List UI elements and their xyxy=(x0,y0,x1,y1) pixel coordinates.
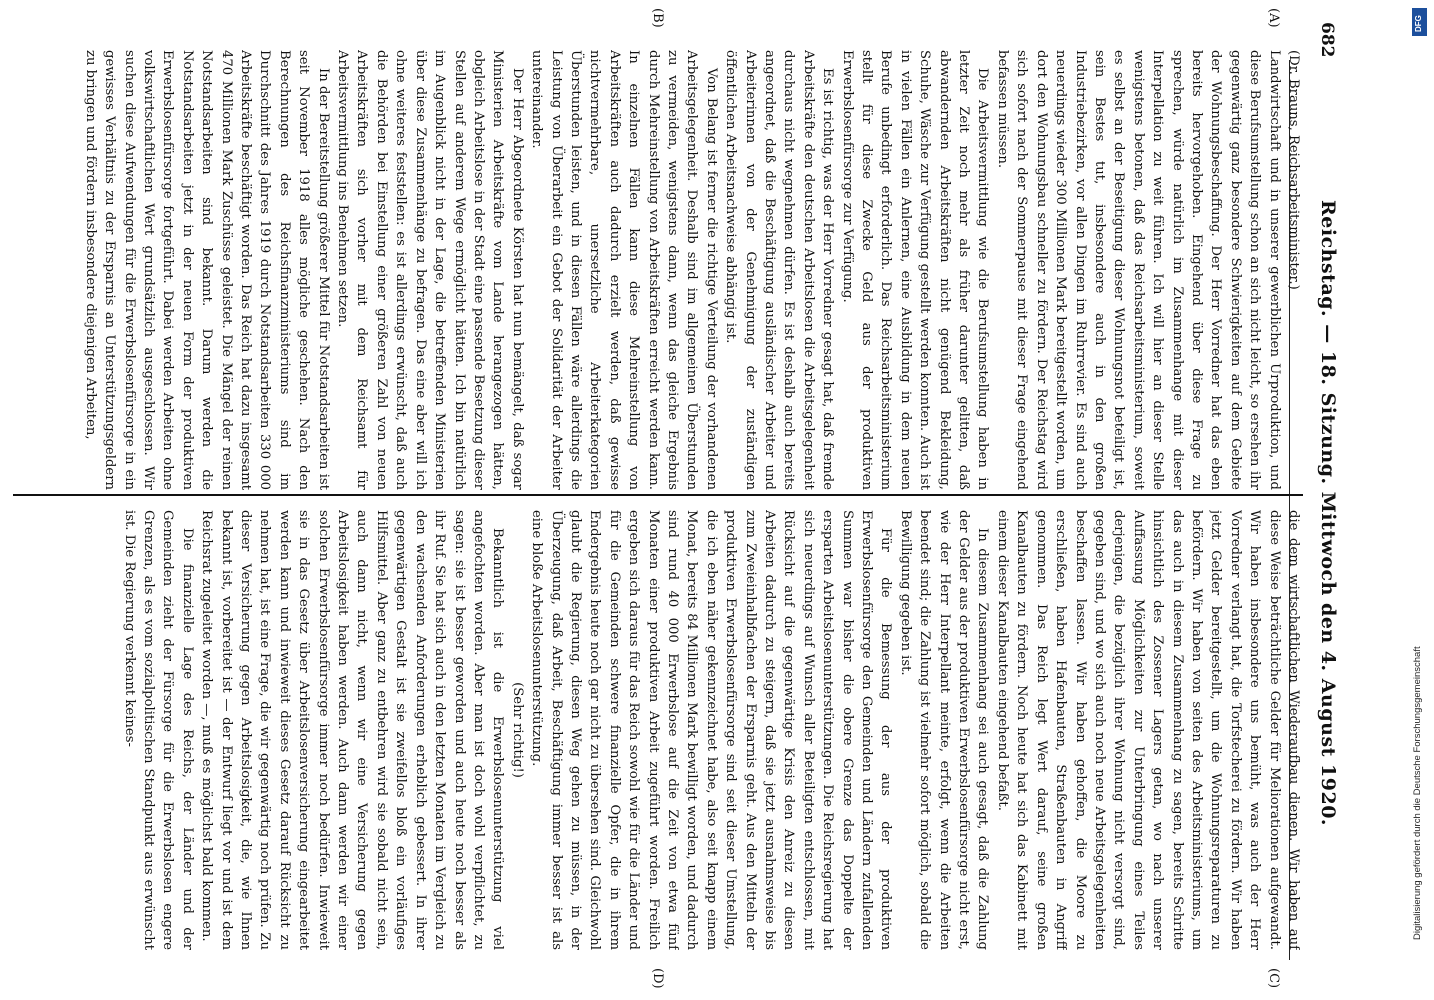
dfg-logo-text: DFG xyxy=(1414,15,1423,32)
paragraph: Von Belang ist ferner die richtige Verteilung der vorhandenen Arbeitsgelegenheit. Deshalb sind im allgemeinen Überstunden zu vermeiden, wenigstens dann, wenn das gleiche Ergebnis durch Mehreinstellung von Arbeitskräften erreicht werden kann. In einzelnen Fällen kann diese Mehreinstellung von Arbeitskräften auch dadurch erzielt werden, daß gewisse nichtvermehrbare, unersetzliche Arbeiterkategorien Überstunden leisten, und in diesen Fällen wäre allerdings die Leistung von Überarbeit ein Gebot der Solidarität der Arbeiter untereinander. xyxy=(529,50,719,490)
paragraph: In diesem Zusammenhang sei auch gesagt, daß die Zahlung der Gelder aus der produktiven Erwerbslosenfürsorge nicht erst, wie der Herr Interpellant meinte, erfolgt, wenn die Arbeiten beendet sind; die Zahlung ist vielmehr sofort möglich, sobald die Bewilligung gegeben ist. xyxy=(897,510,991,950)
scanned-page xyxy=(5,0,1365,1000)
paragraph: Für die Bemessung der aus der produktiven Erwerbslosenfürsorge den Gemeinden und Ländern zufallenden Summen war bisher die obere Grenze das Doppelte der ersparten Arbeitslosenunterstützungen. Die Reichsregierung hat sich neuerdings auf Wunsch aller Beteiligten entschlossen, mit Rücksicht auf die gegenwärtige Krisis den Anreiz zu diesen Arbeiten dadurch zu steigern, daß sie jetzt ausnahmsweise bis zum Zweieinhalbfachen der Ersparnis geht. Aus den Mitteln der produktiven Erwerbslosenfürsorge sind seit dieser Umstellung, die ich eben näher gekennzeichnet habe, also seit knapp einem Monat, bereits 84 Millionen Mark bewilligt worden, und dadurch sind rund 40 000 Erwerbslose auf die Zeit von etwa fünf Monaten einer produktiven Arbeit zugeführt worden. Freilich ergeben sich daraus für das Reich sowohl wie für die Länder und für die Gemeinden schwere finanzielle Opfer, die in ihrem Endergebnis heute noch gar nicht zu übersehen sind. Gleichwohl glaubt die Regierung, diesen Weg gehen zu müssen, in der Überzeugung, daß Arbeit, Beschäftigung immer besser ist als eine bloße Arbeitslosenunterstützung. xyxy=(529,510,894,950)
margin-marker-d: (D) xyxy=(650,968,665,989)
digitization-credit xyxy=(1400,20,1430,980)
paragraph: die dem wirtschaftlichen Wiederaufbau dienen. Wir haben auf diese Weise beträchtliche Gelder für Meliorationen aufgewandt. Wir haben insbesondere uns bemüht, was auch der Herr Vorredner verlangt hat, die Torfstecherei zu fördern. Wir haben jetzt Gelder bereitgestellt, um die Wohnungsreparaturen zu befördern. Wir haben von seiten des Arbeitsministeriums, um das auch in diesem Zusammenhang zu sagen, bereits Schritte hinsichtlich des Zossener Lagers getan, wo nach unserer Auffassung Möglichkeiten zur Unterbringung eines Teiles derjenigen, die bezüglich ihrer Wohnung nicht versorgt sind, gegeben sind, und wo sich auch noch neue Arbeitsgelegenheiten beschaffen lassen. Wir haben gehoffen, die Moore zu erschließen, haben Hafenbauten, Straßenbauten in Angriff genommen. Das Reich legt Wert darauf, seine großen Kanalbauten zu fördern. Noch heute hat sich das Kabinett mit einem dieser Kanalbauten eingehend befaßt. xyxy=(994,510,1301,950)
paragraph: Die finanzielle Lage des Reichs, der Länder und der Gemeinden zieht der Fürsorge für die Erwerbslosen engere Grenzen, als es vom sozialpolitischen Standpunkt aus erwünscht ist. Die Regierung verkennt keines- xyxy=(121,510,195,950)
speaker-line: (Dr. Brauns, Reichsarbeitsminister.) xyxy=(1286,50,1301,290)
margin-marker-a: (A) xyxy=(1266,8,1281,28)
dfg-logo-icon xyxy=(1412,8,1427,36)
margin-marker-b: (B) xyxy=(650,8,665,28)
paragraph: Es ist richtig, was der Herr Vorredner gesagt hat, daß fremde Arbeitskräfte den deutschen Arbeitslosen die Arbeitsgelegenheit durchaus nicht wegnehmen dürfen. Es ist deshalb auch bereits angeordnet, daß die Beschäftigung ausländischer Arbeiter und Arbeiterinnen von der Genehmigung der zuständigen öffentlichen Arbeitsnachweise abhängig ist. xyxy=(723,50,836,490)
paragraph: Die Arbeitsvermittlung wie die Berufsumstellung haben in letzter Zeit noch mehr als früher darunter gelitten, daß abwandernden Arbeitskräften nicht genügend Bekleidung, Schuhe, Wäsche zur Verfügung gestellt werden konnten. Auch ist in vielen Fällen ein Anlernen, eine Ausbildung in dem neuen Berufe unbedingt erforderlich. Das Reichsarbeitsministerium stellt für diese Zwecke Geld aus der produktiven Erwerbslosenfürsorge zur Verfügung. xyxy=(839,50,991,490)
paragraph: Bekanntlich ist die Erwerbslosenunterstützung viel angefochten worden. Aber man ist doch wohl verpflichtet, zu sagen: sie ist besser geworden und auch heute noch besser als ihr Ruf. Sie hat sich auch in den letzten Monaten im Vergleich zu den wachsenden Anforderungen erheblich gebessert. In ihrer gegenwärtigen Gestalt ist sie zweifellos bloß ein vorläufiges Hilfsmittel. Aber ganz zu entbehren wird sie sobald nicht sein, auch dann nicht, wenn wir eine Versicherung gegen Arbeitslosigkeit haben werden. Auch dann werden wir einer solchen Erwerbslosenfürsorge immer noch bedürfen. Inwieweit sie in das Gesetz über Arbeitslosenversicherung eingearbeitet werden kann und inwieweit dieses Gesetz darauf Rücksicht zu nehmen hat, ist eine Frage, die wir gegenwärtig noch prüfen. Zu dieser Versicherung gegen Arbeitslosigkeit, die, wie Ihnen bekannt ist, vorbereitet ist — der Entwurf liegt vor und ist dem Reichsrat zugeleitet worden —, muß es möglichst bald kommen. xyxy=(199,510,506,950)
page-number: 682 xyxy=(1317,22,1337,58)
paragraph: Landwirtschaft und in unserer gewerblichen Urproduktion, und diese Berufsumstellung schon an sich nicht leicht, so ersehen ihr gegenwärtig ganz besondere Schwierigkeiten auf dem Gebiete der Wohnungsbeschaffung. Der Herr Vorredner hat das eben bereits hervorgehoben. Eingehend über diese Frage zu sprechen, würde natürlich im Zusammenhange mit dieser Interpellation zu weit führen. Ich will hier an dieser Stelle wenigstens betonen, daß das Reichsarbeitsministerium, soweit es selbst an der Beseitigung dieser Wohnungsnot beteiligt ist, sein Bestes tut, insbesondere auch in den großen Industriebezirken, vor allen Dingen im Ruhrrevier. Es sind auch neuerdings wieder 300 Millionen Mark bereitgestellt worden, um dort den Wohnungsbau schneller zu fördern. Der Reichstag wird sich sofort nach der Sommerpause mit dieser Frage eingehend befassen müssen. xyxy=(994,50,1282,490)
interjection: (Sehr richtig!) xyxy=(509,682,525,778)
digitization-credit-text: Digitalisierung gefördert durch die Deutsche Forschungsgemeinschaft xyxy=(1412,646,1423,940)
paragraph: In der Bereitstellung größerer Mittel für Notstandsarbeiten ist seit November 1918 alles mögliche geschehen. Nach den Berechnungen des Reichsfinanzministeriums sind im Durchschnitt des Jahres 1919 durch Notstandsarbeiten 330 000 Arbeitskräfte beschäftigt worden. Das Reich hat dazu insgesamt 470 Millionen Mark Zuschüsse geleistet. Die Mängel der reinen Notstandsarbeiten sind bekannt. Darum werden die Notstandsarbeiten jetzt in der neuen Form der produktiven Erwerbslosenfürsorge fortgeführt. Dabei werden Arbeiten ohne volkswirtschaftlichen Wert grundsätzlich ausgeschlossen. Wir suchen diese Aufwendungen für die Erwerbslosenfürsorge in ein gewisses Verhältnis zu der Ersparnis an Unterstützungsgeldern zu bringen und fördern insbesondere diejenigen Arbeiten, xyxy=(82,50,331,490)
page-title: Reichstag. — 18. Sitzung. Mittwoch den 4. August 1920. xyxy=(1317,200,1339,827)
left-column xyxy=(13,50,1303,490)
page-header xyxy=(1305,0,1345,1000)
paragraph: Der Herr Abgeordnete Körsten hat nun bemängelt, daß sogar Ministerien Arbeitskräfte vom Lande herangezogen hätten, obgleich Arbeitslose in der Stadt eine passende Besetzung dieser Stellen auf anderem Wege ermöglicht hätten. Ich bin natürlich im Augenblick nicht in der Lage, die betreffenden Ministerien über diese Zusammenhänge zu befragen. Das eine aber will ich ohne weiteres feststellen: es ist allerdings erwünscht, daß auch die Behörden bei Einstellung einer größeren Zahl von neuen Arbeitskräften sich vorher mit dem Reichsamt für Arbeitsvermittlung ins Benehmen setzen. xyxy=(335,50,525,490)
column-divider xyxy=(13,494,1303,496)
margin-marker-c: (C) xyxy=(1266,968,1281,989)
right-column xyxy=(13,510,1303,950)
